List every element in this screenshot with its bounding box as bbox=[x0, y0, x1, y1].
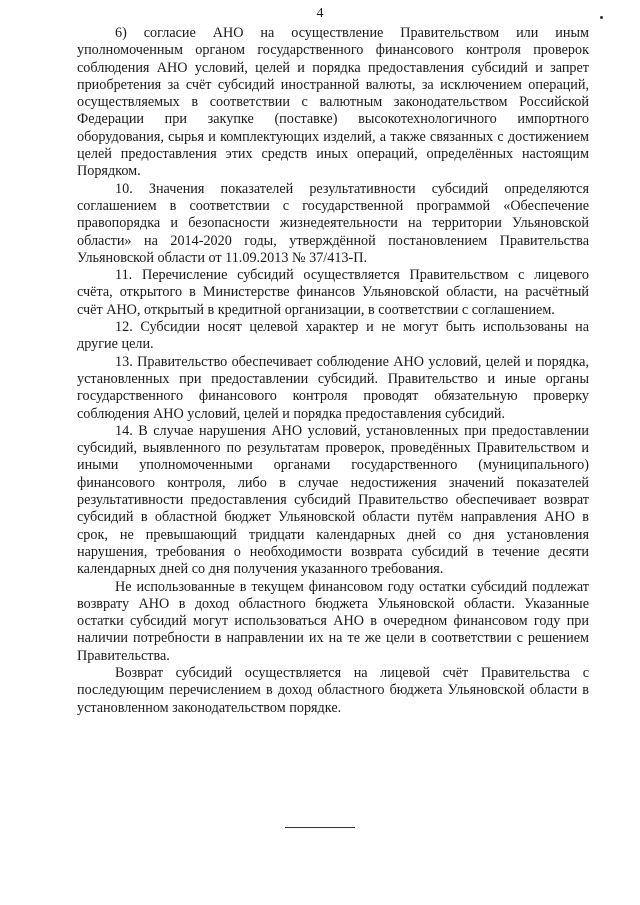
paragraph-12: 12. Субсидии носят целевой характер и не могут быть использованы на другие цели. bbox=[77, 319, 589, 353]
paragraph-return-subsidies: Возврат субсидий осуществляется на лицевой счёт Правительства с последующим перечислением в доход областного бюджета Ульяновской области в установленном законодательством порядке. bbox=[77, 664, 589, 716]
page-number: 4 bbox=[316, 6, 324, 21]
end-divider bbox=[285, 827, 355, 828]
paragraph-item-6: 6) согласие АНО на осуществление Правительством или иным уполномоченным органом государственного финансового контроля проверок соблюдения АНО условий, целей и порядка предоставления субсидий и запрет приобретения за счёт субсидий иностранной валюты, за исключением операций, осуществляемых в соответствии с валютным законодательством Российской Федерации при закупке (поставке) высокотехнологичного импортного оборудования, сырья и комплектующих изделий, а также связанных с достижением целей предоставления этих средств иных операций, определённых настоящим Порядком. bbox=[77, 25, 589, 180]
paragraph-unused-remainder: Не использованные в текущем финансовом году остатки субсидий подлежат возврату АНО в доход областного бюджета Ульяновской области. Указанные остатки субсидий могут использоваться АНО в очередном финансовом году при наличии потребности в направлении их на те же цели в соответствии с решением Правительства. bbox=[77, 578, 589, 664]
paragraph-14: 14. В случае нарушения АНО условий, установленных при предоставлении субсидий, выявленного по результатам проверок, проведённых Правительством и иными уполномоченными органами государственного (муниципального) финансового контроля, либо в случае недостижения значений показателей результативности предоставления субсидий Правительство обеспечивает возврат субсидий в областной бюджет Ульяновской области путём направления АНО в срок, не превышающий тридцати календарных дней со дня установления нарушения, требования о необходимости возврата субсидий в течение десяти календарных дней со дня получения указанного требования. bbox=[77, 422, 589, 578]
scan-speck bbox=[600, 16, 603, 19]
paragraph-13: 13. Правительство обеспечивает соблюдение АНО условий, целей и порядка, установленных при предоставлении субсидий. Правительство и иные органы государственного финансового контроля проводят обязательную проверку соблюдения АНО условий, целей и порядка предоставления субсидий. bbox=[77, 353, 589, 422]
document-body bbox=[77, 25, 589, 717]
paragraph-10: 10. Значения показателей результативности субсидий определяются соглашением в соответствии с государственной программой «Обеспечение правопорядка и безопасности жизнедеятельности на территории Ульяновской области» на 2014-2020 годы, утверждённой постановлением Правительства Ульяновской области от 11.09.2013 № 37/413-П. bbox=[77, 180, 589, 266]
paragraph-11: 11. Перечисление субсидий осуществляется Правительством с лицевого счёта, открытого в Министерстве финансов Ульяновской области, на расчётный счёт АНО, открытый в кредитной организации, в соответствии с соглашением. bbox=[77, 267, 589, 318]
